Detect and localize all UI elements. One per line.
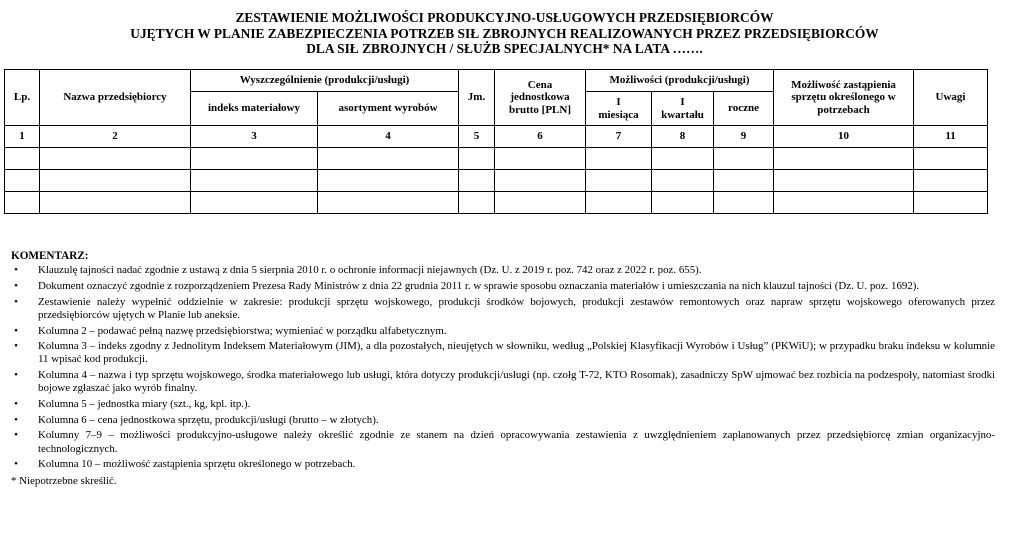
list-item-text: Kolumna 2 – podawać pełną nazwę przedsiębiorstwa; wymieniać w porządku alfabetycznym.: [38, 324, 447, 337]
footnote: * Niepotrzebne skreślić.: [11, 474, 117, 487]
table-cell[interactable]: [191, 192, 318, 214]
bullet-icon: •: [14, 429, 18, 442]
list-item: [11, 429, 995, 455]
commentary-list: [11, 264, 995, 471]
column-number: 3: [191, 126, 318, 148]
table-cell[interactable]: [774, 192, 914, 214]
table-cell[interactable]: [40, 148, 191, 170]
column-number: 7: [586, 126, 652, 148]
list-item-text: Kolumna 6 – cena jednostkowa sprzętu, produkcji/usługi (brutto – w złotych).: [38, 413, 379, 426]
bullet-icon: •: [14, 295, 18, 308]
bullet-icon: •: [14, 398, 18, 411]
column-number: 11: [914, 126, 988, 148]
table-cell[interactable]: [495, 148, 586, 170]
header-price: Cena jednostkowa brutto [PLN]: [495, 70, 586, 126]
table-cell[interactable]: [652, 192, 714, 214]
list-item-text: Kolumna 3 – indeks zgodny z Jednolitym Indeksem Materiałowym (JIM), a dla pozostałych, nieujętych w słowniku, według „Polskiej Klasyfikacji Wyrobów i Usług” (PKWiU); w przypadku braku indeksu w kolumnie 11 wpisać kod produkcji.: [38, 340, 995, 366]
list-item: [11, 325, 995, 338]
table-cell[interactable]: [459, 170, 495, 192]
table-cell[interactable]: [586, 170, 652, 192]
title-line-3: DLA SIŁ ZBROJNYCH / SŁUŻB SPECJALNYCH* NA LATA …….: [306, 41, 703, 56]
table-row: [5, 170, 988, 192]
table-cell[interactable]: [774, 170, 914, 192]
commentary-section: [11, 250, 995, 488]
table-cell[interactable]: [652, 148, 714, 170]
table-cell[interactable]: [586, 192, 652, 214]
table-cell[interactable]: [714, 192, 774, 214]
column-number: 2: [40, 126, 191, 148]
list-item-text: Kolumny 7–9 – możliwości produkcyjno-usługowe należy określić zgodnie ze stanem na dzień opracowywania zestawienia z uwzględnieniem zaplanowanych przez przedsiębiorcę zmian organizacyjno-technologicznych.: [38, 429, 995, 455]
table-cell[interactable]: [652, 170, 714, 192]
list-item: [11, 264, 995, 277]
table-cell[interactable]: [586, 148, 652, 170]
list-item-text: Kolumna 4 – nazwa i typ sprzętu wojskowego, środka materiałowego lub usługi, która dotyczy produkcji/usługi (np. czołg T-72, KTO Rosomak), zasadniczy SpW ujmować bez rozbicia na podzespoły, natomiast środki bojowe zgłaszać jako wyrób finalny.: [38, 369, 995, 395]
column-number: 9: [714, 126, 774, 148]
header-index: indeks materiałowy: [191, 92, 318, 126]
table-cell[interactable]: [914, 192, 988, 214]
table-cell[interactable]: [914, 170, 988, 192]
header-notes: Uwagi: [914, 70, 988, 126]
column-number: 1: [5, 126, 40, 148]
header-replacement: Możliwość zastąpienia sprzętu określonego w potrzebach: [774, 70, 914, 126]
table-cell[interactable]: [40, 192, 191, 214]
title-line-1: ZESTAWIENIE MOŻLIWOŚCI PRODUKCYJNO-USŁUGOWYCH PRZEDSIĘBIORCÓW: [235, 10, 774, 25]
bullet-icon: •: [14, 413, 18, 426]
table-cell[interactable]: [495, 170, 586, 192]
list-item: [11, 458, 995, 471]
header-name: Nazwa przedsiębiorcy: [40, 70, 191, 126]
header-quarter: I kwartału: [652, 92, 714, 126]
header-assortment: asortyment wyrobów: [318, 92, 459, 126]
list-item-text: Dokument oznaczyć zgodnie z rozporządzeniem Prezesa Rady Ministrów z dnia 22 grudnia 2011 r. w sprawie sposobu oznaczania materiałów i umieszczania na nich klauzul tajności (Dz. U. poz. 1692).: [38, 279, 920, 292]
table-cell[interactable]: [40, 170, 191, 192]
list-item: [11, 398, 995, 411]
table-cell[interactable]: [191, 148, 318, 170]
column-number: 10: [774, 126, 914, 148]
bullet-icon: •: [14, 340, 18, 353]
table-cell[interactable]: [5, 170, 40, 192]
capacity-table: [4, 69, 988, 214]
table-cell[interactable]: [318, 192, 459, 214]
table-cell[interactable]: [774, 148, 914, 170]
header-unit: Jm.: [459, 70, 495, 126]
header-capacity-group: Możliwości (produkcji/usługi): [586, 70, 774, 92]
bullet-icon: •: [14, 458, 18, 471]
list-item: [11, 280, 995, 293]
table-cell[interactable]: [459, 192, 495, 214]
list-item: [11, 414, 995, 427]
list-item: [11, 369, 995, 395]
bullet-icon: •: [14, 324, 18, 337]
table-cell[interactable]: [914, 148, 988, 170]
table-cell[interactable]: [318, 170, 459, 192]
column-number: 4: [318, 126, 459, 148]
bullet-icon: •: [14, 279, 18, 292]
header-lp: Lp.: [5, 70, 40, 126]
commentary-heading: KOMENTARZ:: [11, 250, 89, 262]
list-item-text: Klauzulę tajności nadać zgodnie z ustawą z dnia 5 sierpnia 2010 r. o ochronie informacji niejawnych (Dz. U. z 2019 r. poz. 742 oraz z 2022 r. poz. 655).: [38, 264, 702, 277]
list-item: [11, 340, 995, 366]
document-title: [0, 10, 1009, 57]
bullet-icon: •: [14, 264, 18, 277]
list-item-text: Zestawienie należy wypełnić oddzielnie w zakresie: produkcji sprzętu wojskowego, produkcji środków bojowych, produkcji zestawów remontowych oraz napraw sprzętu wojskowego oferowanych przez przedsiębiorców ujętych w Planie lub aneksie.: [38, 295, 995, 321]
table-cell[interactable]: [5, 148, 40, 170]
table-cell[interactable]: [714, 170, 774, 192]
title-line-2: UJĘTYCH W PLANIE ZABEZPIECZENIA POTRZEB SIŁ ZBROJNYCH REALIZOWANYCH PRZEZ PRZEDSIĘBIORCÓW: [130, 25, 879, 41]
table-row: [5, 192, 988, 214]
table-cell[interactable]: [714, 148, 774, 170]
column-numbers-row: [5, 126, 988, 148]
column-number: 5: [459, 126, 495, 148]
list-item-text: Kolumna 10 – możliwość zastąpienia sprzętu określonego w potrzebach.: [38, 458, 356, 471]
header-annual: roczne: [714, 92, 774, 126]
table-cell[interactable]: [5, 192, 40, 214]
header-month: I miesiąca: [586, 92, 652, 126]
table-cell[interactable]: [459, 148, 495, 170]
table-cell[interactable]: [191, 170, 318, 192]
table-cell[interactable]: [318, 148, 459, 170]
column-number: 6: [495, 126, 586, 148]
table-cell[interactable]: [495, 192, 586, 214]
list-item-text: Kolumna 5 – jednostka miary (szt., kg, kpl. itp.).: [38, 398, 251, 411]
bullet-icon: •: [14, 369, 18, 382]
table-row: [5, 148, 988, 170]
list-item: [11, 296, 995, 322]
column-number: 8: [652, 126, 714, 148]
header-spec-group: Wyszczególnienie (produkcji/usługi): [191, 70, 459, 92]
